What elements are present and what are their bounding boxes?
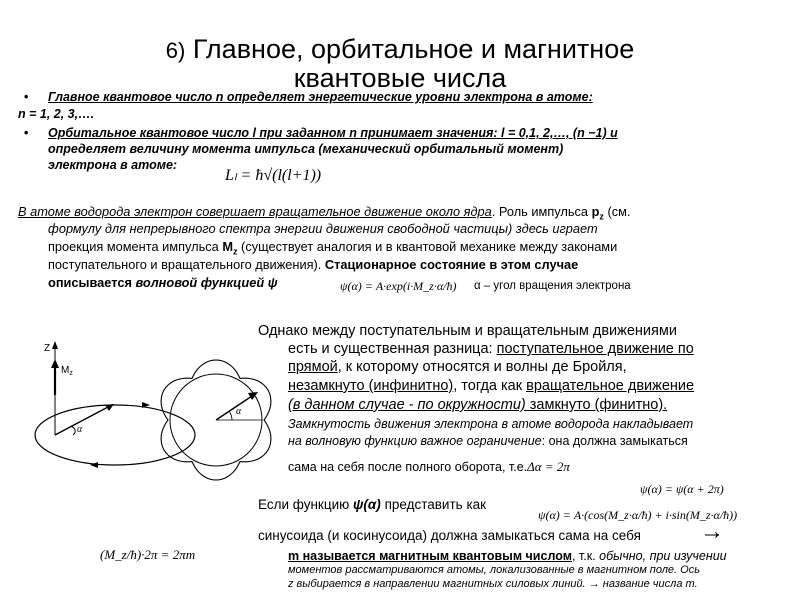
right-line5-a: (в данном случае - по окружности) (288, 397, 530, 413)
mz-arrowhead (51, 359, 59, 368)
mz: M (222, 239, 233, 254)
bullet-principal (24, 89, 593, 105)
hydrogen-line3-a: проекция момента импульса (48, 239, 223, 254)
if-line-b: ψ(α) (353, 497, 381, 512)
mz-label-main: M (61, 365, 70, 376)
bullet-principal-text: Главное квантовое число n определяет энергетические уровни электрона в атоме: (48, 90, 593, 104)
right-line3 (288, 358, 627, 377)
right-line3-a: прямой (288, 359, 338, 375)
mz-label-sub: z (69, 370, 73, 377)
bullet-orbital (24, 125, 618, 141)
page-title (0, 35, 800, 65)
alpha-note: α – угол вращения электрона (474, 280, 631, 292)
title-line1: Главное, орбитальное и магнитное (192, 34, 635, 64)
pz: p (591, 204, 600, 219)
right-line5-b: замкнуто (финитно). (529, 397, 668, 413)
right-line2-b: поступательное движение по (496, 341, 694, 357)
hydrogen-line2: формулу для непрерывного спектра энергии движения свободной частицы) здесь играет (48, 221, 598, 236)
hydrogen-line5-b: волновой функцией ψ (135, 275, 278, 290)
wave-circle-figure (148, 352, 284, 488)
expansion-formula: ψ(α) = A·(cos(M_z·α/ħ) + i·sin(M_z·α/ħ)) (538, 508, 738, 522)
hydrogen-line4-b: Стационарное состояние в этом случае (324, 257, 579, 272)
magnetic-line1-b: , т.к. (571, 549, 600, 563)
right-line7 (288, 433, 688, 449)
right-line8 (288, 459, 570, 475)
right-line2-a: есть и существенная разница: (288, 341, 497, 357)
magnetic-line3: z выбирается в направлении магнитных силовых линий. → название числа m. (288, 578, 698, 590)
z-axis-arrowhead (52, 341, 58, 349)
right-line2 (288, 340, 694, 359)
radius-vector (216, 396, 252, 420)
pz-sub: z (599, 211, 604, 222)
right-line4 (288, 377, 694, 396)
mz-label (61, 365, 73, 377)
bullet-orbital-line2: определяет величину момента импульса (механический орбитальный момент) (48, 142, 564, 156)
axis-z-label: Z (44, 343, 51, 354)
right-line8-a: сама на себя после полного оборота, т.е. (288, 460, 528, 474)
n-values: n = 1, 2, 3,…. (18, 107, 95, 121)
magnetic-line1-a: m называется магнитным квантовым числом (288, 549, 572, 563)
magnetic-line2: моментов рассматриваются атомы, локализованные в магнитном поле. Ось (288, 564, 700, 576)
wave-function-formula: ψ(α) = A·exp(i·M_z·α/ħ) (340, 279, 457, 293)
alpha-arc (229, 411, 232, 420)
mz-sub: z (233, 246, 238, 257)
periodicity-formula: ψ(α) = ψ(α + 2π) (640, 482, 724, 496)
quantization-formula: (M_z/ħ)·2π = 2πm (100, 547, 196, 562)
bullet-orbital-line1: Орбитальное квантовое число l при заданном n принимает значения: l = 0,1, 2,…, (n −1) и (48, 126, 618, 140)
arrow-symbol: → (700, 518, 724, 545)
bullet-orbital-line3: электрона в атоме: (48, 158, 178, 172)
if-line-c: представить как (380, 497, 487, 512)
delta-alpha-formula: Δα = 2π (527, 459, 570, 474)
hydrogen-line4-a: поступательного и вращательного движения). (48, 257, 325, 272)
if-line-a: Если функцию (258, 497, 353, 512)
hydrogen-line5-a: описывается (48, 275, 136, 290)
magnetic-line1 (288, 549, 727, 563)
right-line4-b: , тогда как (453, 378, 527, 394)
alpha-arc (71, 426, 75, 435)
magnetic-line1-c: обычно, при изучении (599, 549, 727, 563)
orbit-arrow-bottom (90, 462, 98, 468)
title-number: 6) (165, 38, 186, 63)
hydrogen-line1-b: . Роль импульса (491, 204, 592, 219)
alpha-label: α (236, 406, 242, 417)
title-line2: квантовые числа (293, 63, 507, 93)
right-line4-c: вращательное движение (526, 378, 695, 394)
right-line6: Замкнутость движения электрона в атоме водорода накладывает (288, 417, 694, 431)
hydrogen-line4 (48, 257, 578, 273)
bullet-dot: • (24, 90, 29, 104)
right-line7-b: : она должна замыкаться (541, 434, 688, 448)
hydrogen-line5 (48, 275, 278, 291)
hydrogen-line1-c: (см. (603, 204, 631, 219)
right-line3-b: , к которому относятся и волны де Бройля, (337, 359, 627, 375)
if-line (258, 497, 486, 512)
hydrogen-line3-b: (существует аналогия и в квантовой механике между законами (237, 239, 618, 254)
right-line1: Однако между поступательным и вращательным движениями (258, 323, 677, 339)
bullet-dot: • (24, 126, 29, 140)
hydrogen-line1-a: В атоме водорода электрон совершает вращательное движение около ядра (18, 204, 492, 219)
sinusoid-line: синусоида (и косинусоида) должна замыкаться сама на себя (258, 528, 641, 543)
right-line4-a: незамкнуто (инфинитно) (288, 378, 454, 394)
right-line7-a: на волновую функцию важное ограничение (288, 434, 542, 448)
alpha-label: α (77, 424, 83, 435)
formula-orbital-momentum: Lₗ = ħ√(l(l+1)) (225, 167, 322, 184)
right-line5 (288, 396, 667, 415)
